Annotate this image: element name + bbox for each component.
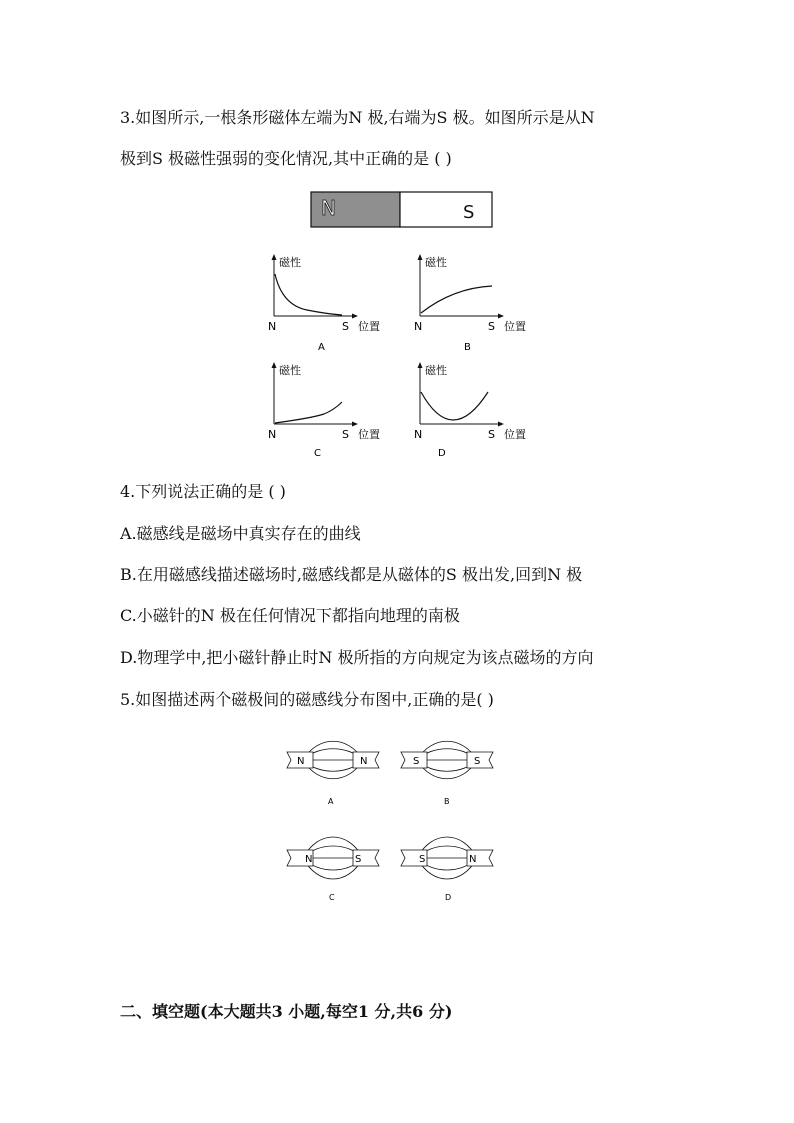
graph-c: [262, 358, 392, 468]
graph-b-xlabel: 位置: [504, 320, 526, 333]
svg-text:S: S: [355, 854, 362, 865]
graph-b-n: N: [414, 320, 423, 333]
graph-a-xlabel: 位置: [358, 320, 380, 333]
svg-text:N: N: [360, 756, 368, 767]
q5-stem: 5.如图描述两个磁极间的磁感线分布图中,正确的是( ): [120, 690, 494, 709]
svg-text:N: N: [297, 756, 305, 767]
graph-a-curve: [275, 274, 342, 315]
svg-text:S: S: [474, 756, 481, 767]
q4-option-c: C.小磁针的N 极在任何情况下都指向地理的南极: [120, 606, 460, 625]
svg-text:S: S: [413, 756, 420, 767]
field-diagram-c: [283, 820, 383, 905]
graph-c-label: C: [314, 448, 321, 459]
section-2-heading: 二、填空题(本大题共3 小题,每空1 分,共6 分): [120, 1002, 453, 1021]
field-diagram-b: [397, 730, 497, 810]
q4-stem: 4.下列说法正确的是 ( ): [120, 482, 286, 501]
graph-a-ylabel: 磁性: [279, 256, 301, 269]
graph-c-s: S: [342, 428, 349, 441]
graph-b-label: B: [464, 342, 471, 353]
graph-d-s: S: [488, 428, 495, 441]
q3-stem-line2: 极到S 极磁性强弱的变化情况,其中正确的是 ( ): [120, 149, 452, 168]
bar-magnet-figure: [310, 191, 494, 229]
graph-d-xlabel: 位置: [504, 428, 526, 441]
graph-c-ylabel: 磁性: [279, 364, 301, 377]
graph-c-xlabel: 位置: [358, 428, 380, 441]
q4-option-a: A.磁感线是磁场中真实存在的曲线: [120, 524, 361, 543]
graph-d: [408, 358, 538, 468]
q4-option-d: D.物理学中,把小磁针静止时N 极所指的方向规定为该点磁场的方向: [120, 648, 594, 667]
field-diagram-d: [397, 820, 497, 905]
svg-text:D: D: [445, 893, 452, 902]
graph-b-curve: [421, 286, 492, 313]
svg-text:S: S: [419, 854, 426, 865]
svg-text:C: C: [329, 893, 335, 902]
q3-stem-line1: 3.如图所示,一根条形磁体左端为N 极,右端为S 极。如图所示是从N: [120, 108, 595, 127]
svg-text:N: N: [305, 854, 313, 865]
graph-c-n: N: [268, 428, 277, 441]
magnet-s-label: S: [463, 202, 475, 223]
graph-b: [408, 250, 538, 360]
q4-option-b: B.在用磁感线描述磁场时,磁感线都是从磁体的S 极出发,回到N 极: [120, 565, 583, 584]
graph-d-curve: [421, 392, 488, 420]
graph-a-s: S: [342, 320, 349, 333]
magnet-s-half: [400, 192, 492, 227]
graph-a-label: A: [318, 342, 325, 353]
graph-b-ylabel: 磁性: [425, 256, 447, 269]
svg-text:A: A: [328, 797, 334, 806]
graph-d-n: N: [414, 428, 423, 441]
graph-c-curve: [275, 402, 342, 423]
svg-text:N: N: [469, 854, 477, 865]
graph-d-label: D: [438, 448, 446, 459]
graph-a-n: N: [268, 320, 277, 333]
graph-b-s: S: [488, 320, 495, 333]
field-diagram-a: [283, 730, 383, 810]
magnet-n-label: N: [321, 196, 336, 220]
graph-d-ylabel: 磁性: [425, 364, 447, 377]
graph-a: [262, 250, 392, 360]
svg-text:B: B: [444, 797, 450, 806]
